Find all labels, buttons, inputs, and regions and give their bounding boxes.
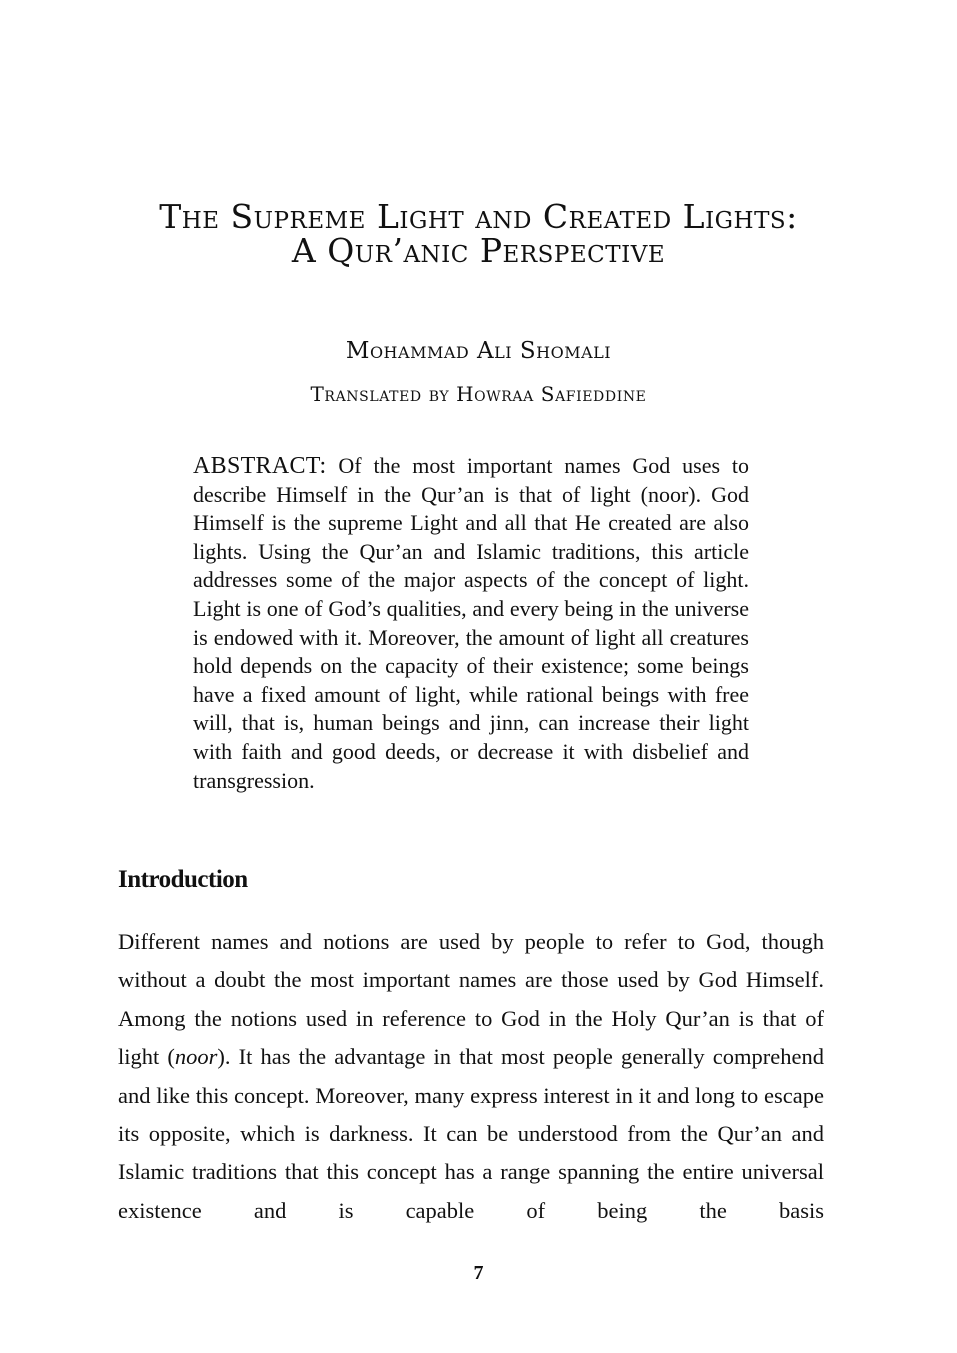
translator-credit: Translated by Howraa Safieddine xyxy=(310,382,647,406)
section-heading-introduction: Introduction xyxy=(118,866,248,893)
article-title-line-1: The Supreme Light and Created Lights: xyxy=(159,197,798,236)
introduction-paragraph xyxy=(118,923,824,1230)
introduction-text-after: ). It has the advantage in that most people generally comprehend and like this concept. Moreover, many express interest in it and long to escape its opposite, which is darkness. It can be understood from the Qur’an and Islamic traditions that this concept has a range spanning the entire universal existence and is capable of being the basis xyxy=(118,1044,825,1223)
article-title-line-2: A Qur’anic Perspective xyxy=(291,231,666,270)
abstract-text: Of the most important names God uses to describe Himself in the Qur’an is that of light (noor). God Himself is the supreme Light and all that He created are also lights. Using the Qur’an and Islamic traditions, this article addresses some of the major aspects of the concept of light. Light is one of God’s qualities, and every being in the universe is endowed with it. Moreover, the amount of light all creatures hold depends on the capacity of their existence; some beings have a fixed amount of light, while rational beings with free will, that is, human beings and jinn, can increase their light with faith and good deeds, or decrease it with disbelief and transgression. xyxy=(193,453,749,793)
author-name: Mohammad Ali Shomali xyxy=(345,338,612,364)
page-number: 7 xyxy=(473,1262,484,1284)
introduction-text-before: Different names and notions are used by people to refer to God, though without a doubt the most important names are those used by God Himself. Among the notions used in reference to God in the Holy Qur’an is that of light ( xyxy=(118,929,824,1070)
italic-term-noor: noor xyxy=(174,1044,218,1070)
abstract-paragraph xyxy=(193,452,749,795)
abstract-label: ABSTRACT: xyxy=(193,453,327,479)
